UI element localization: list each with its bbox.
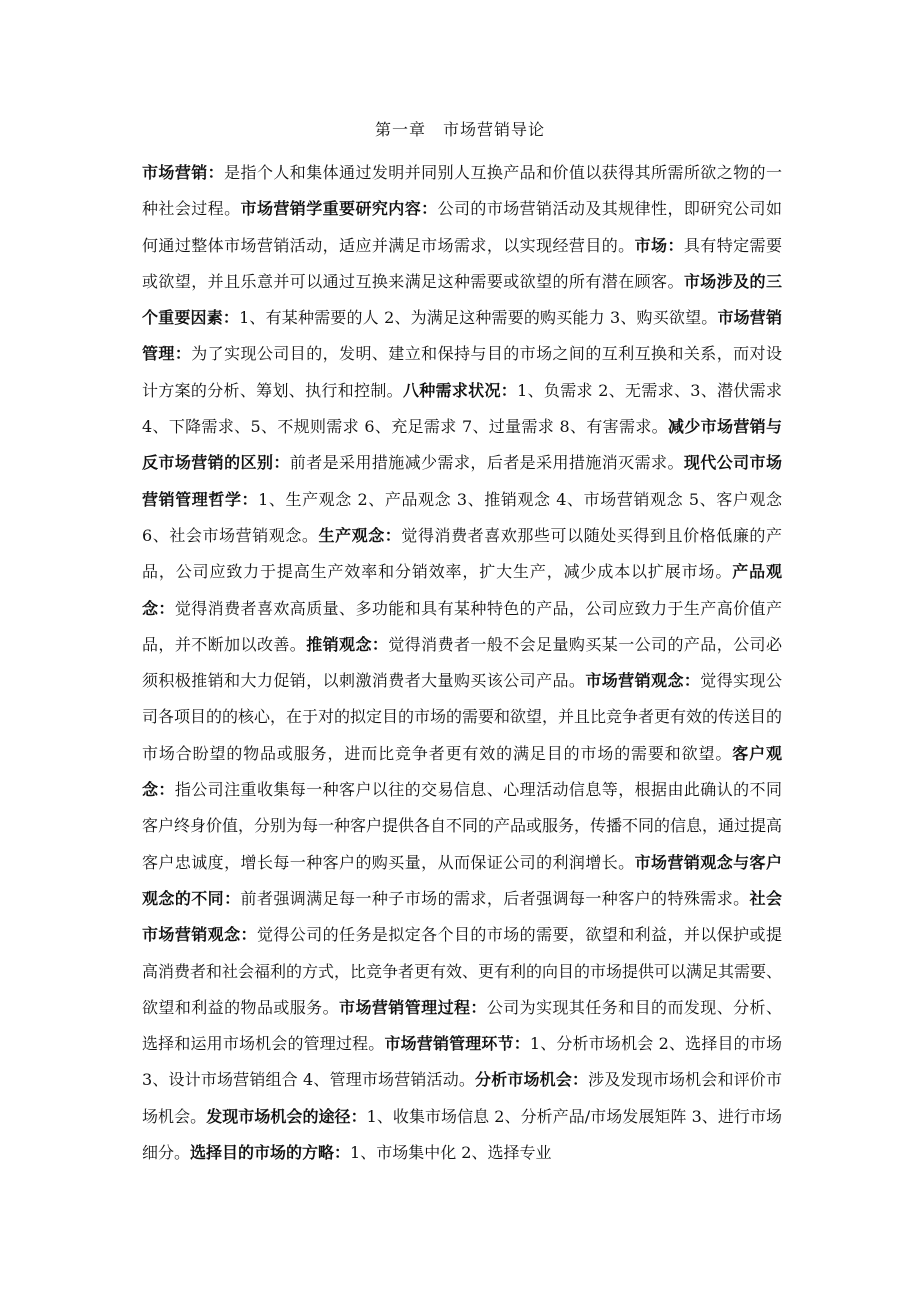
term-definition: 1、负需求 2、无需求、3、潜伏需求 4、下降需求、5、不规则需求 6、充足需求 7、过量需求 8、有害需求。	[142, 380, 782, 437]
term-definition: 1、分析市场机会 2、选择目的市场 3、设计市场营销组合 4、管理市场营销活动。	[142, 1034, 782, 1090]
term-definition: 觉得消费者喜欢那些可以随处买得到且价格低廉的产品，公司应致力于提高生产效率和分销效率，扩大生产，减少成本以扩展市场。	[142, 525, 782, 582]
term-definition: 觉得公司的任务是拟定各个目的市场的需要，欲望和利益，并以保护或提高消费者和社会福利的方式，比竞争者更有效、更有利的向目的市场提供可以满足其需要、欲望和利益的物品或服务。	[142, 925, 783, 1017]
term-definition: 1、有某种需要的人 2、为满足这种需要的购买能力 3、购买欲望。	[239, 308, 718, 328]
term-heading: 分析市场机会：	[475, 1070, 589, 1090]
term-definition: 为了实现公司目的，发明、建立和保持与目的市场之间的互利互换和关系，而对设计方案的分析、筹划、执行和控制。	[142, 344, 782, 400]
term-definition: 指公司注重收集每一种客户以往的交易信息、心理活动信息等，根据由此确认的不同客户终身价值，分别为每一种客户提供各自不同的产品或服务，传播不同的信息，通过提高客户忠诚度，增长每一种客户的购买量，从而保证公司的利润增长。	[142, 780, 783, 872]
term-definition: 公司为实现其任务和目的而发现、分析、选择和运用市场机会的管理过程。	[142, 997, 782, 1054]
term-heading: 选择目的市场的方略：	[190, 1143, 351, 1163]
term-heading: 市场营销观念与客户观念的不同：	[142, 852, 782, 908]
term-definition: 是指个人和集体通过发明并同别人互换产品和价值以获得其所需所欲之物的一种社会过程。	[142, 163, 782, 219]
term-heading: 市场：	[634, 235, 684, 255]
term-heading: 八种需求状况：	[402, 380, 518, 400]
term-heading: 市场营销：	[142, 163, 225, 182]
term-heading: 市场涉及的三个重要因素：	[142, 271, 782, 328]
term-definition: 觉得实现公司各项目的的核心，在于对的拟定目的市场的需要和欲望，并且比竞争者更有效的传送目的市场合盼望的物品或服务，进而比竞争者更有效的满足目的市场的需要和欲望。	[142, 671, 783, 763]
document-body	[142, 155, 782, 1171]
term-definition: 觉得消费者一般不会足量购买某一公司的产品，公司必须积极推销和大力促销，以刺激消费者大量购买该公司产品。	[142, 634, 782, 691]
term-heading: 客户观念：	[142, 743, 782, 800]
term-heading: 生产观念：	[318, 525, 402, 545]
term-definition: 前者强调满足每一种子市场的需求，后者强调每一种客户的特殊需求。	[240, 888, 750, 908]
term-heading: 社会市场营销观念：	[142, 888, 782, 945]
term-heading: 现代公司市场营销管理哲学：	[142, 453, 782, 509]
term-heading: 推销观念：	[306, 634, 389, 654]
term-definition: 1、生产观念 2、产品观念 3、推销观念 4、市场营销观念 5、客户观念 6、社会市场营销观念。	[142, 489, 782, 545]
term-definition: 涉及发现市场机会和评价市场机会。	[142, 1070, 782, 1126]
term-heading: 市场营销管理过程：	[339, 997, 487, 1017]
term-heading: 市场营销观念：	[585, 671, 701, 691]
term-heading: 市场营销学重要研究内容：	[240, 199, 438, 219]
term-definition: 前者是采用措施减少需求，后者是采用措施消灭需求。	[289, 453, 684, 473]
term-heading: 减少市场营销与反市场营销的区别：	[142, 417, 782, 473]
chapter-title: 第一章 市场营销导论	[374, 120, 545, 139]
term-definition: 公司的市场营销活动及其规律性，即研究公司如何通过整体市场营销活动，适应并满足市场需求，以实现经营目的。	[142, 199, 782, 255]
term-definition: 具有特定需要或欲望，并且乐意并可以通过互换来满足这种需要或欲望的所有潜在顾客。	[142, 235, 782, 291]
term-definition: 觉得消费者喜欢高质量、多功能和具有某种特色的产品，公司应致力于生产高价值产品，并不断加以改善。	[142, 598, 782, 654]
term-heading: 市场营销管理：	[142, 308, 782, 364]
term-heading: 市场营销管理环节：	[384, 1034, 530, 1054]
term-heading: 产品观念：	[142, 562, 782, 618]
term-definition: 1、市场集中化 2、选择专业	[350, 1143, 552, 1163]
term-definition: 1、收集市场信息 2、分析产品/市场发展矩阵 3、进行市场细分。	[142, 1106, 782, 1163]
term-heading: 发现市场机会的途径：	[206, 1106, 367, 1126]
